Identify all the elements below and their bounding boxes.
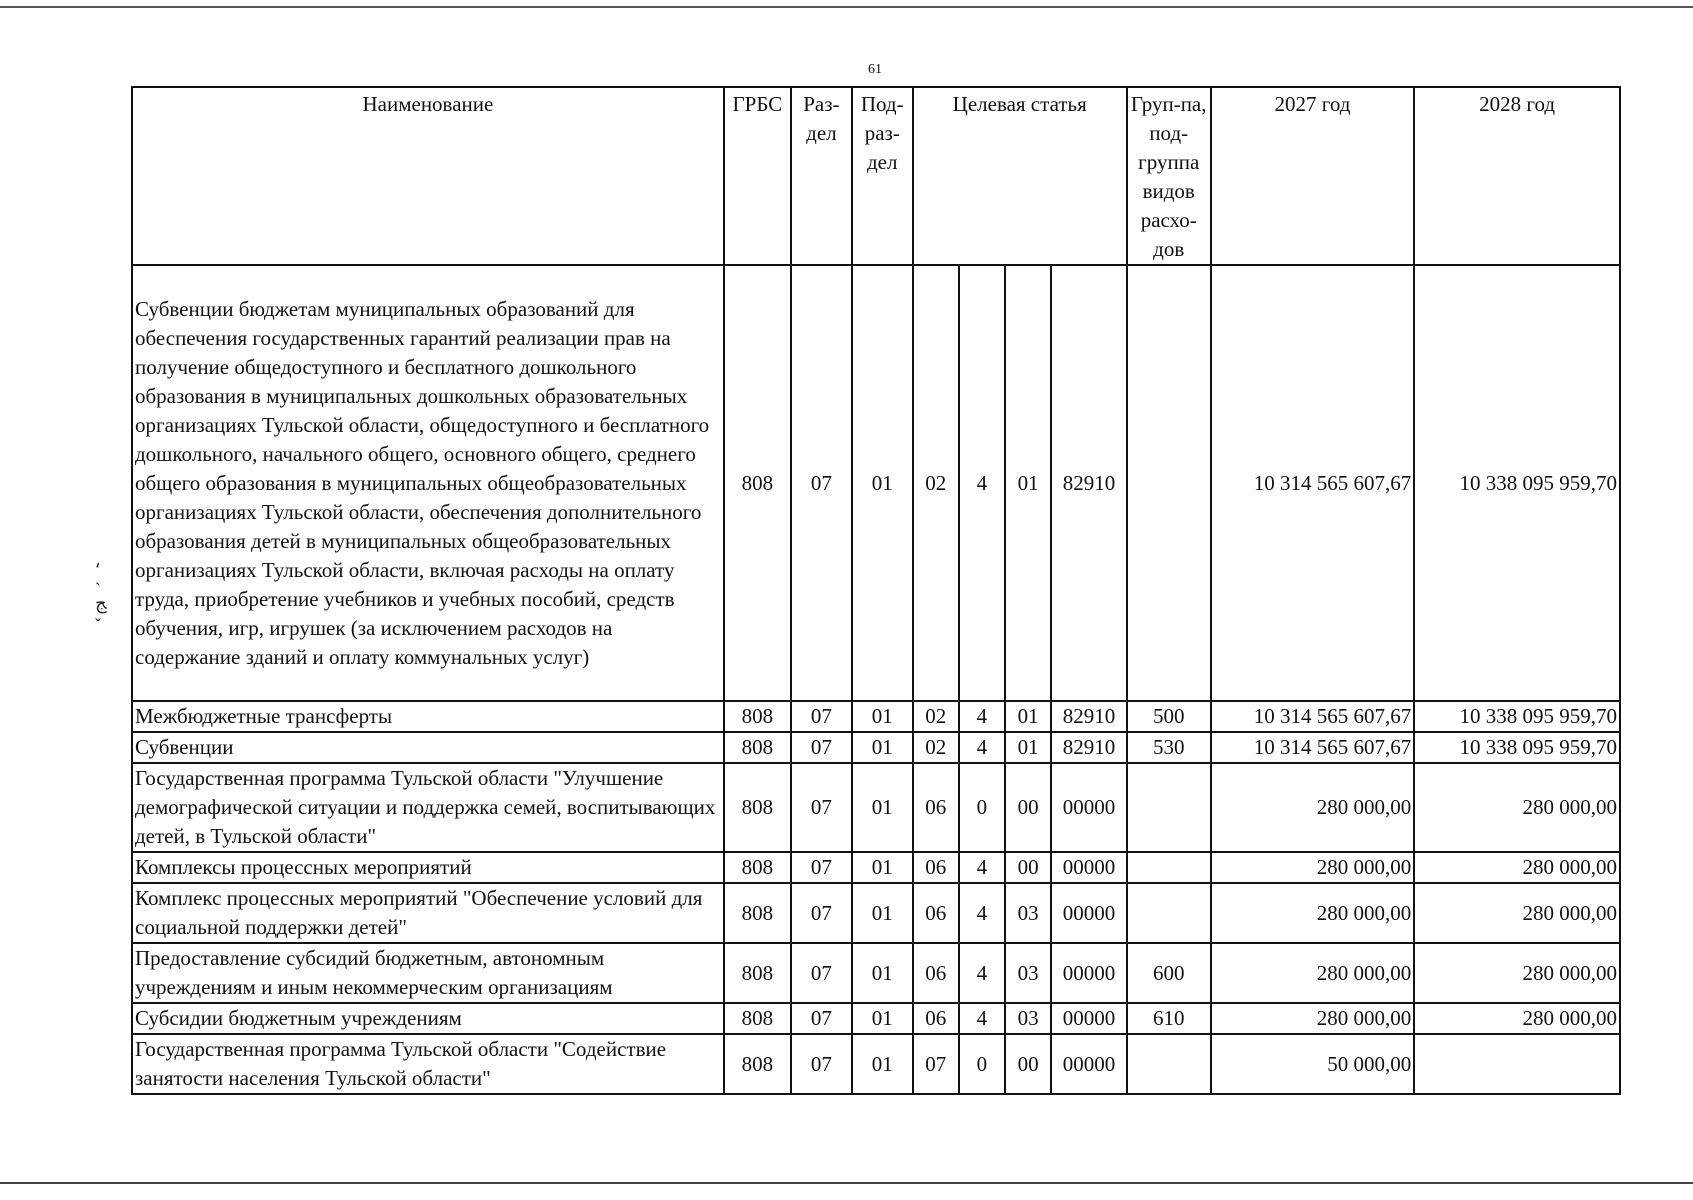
cell-name: Государственная программа Тульской области "Содействие занятости населения Тульской области" (132, 1034, 724, 1094)
cell-group (1127, 883, 1211, 943)
cell-group (1127, 852, 1211, 883)
cell-y2027: 280 000,00 (1211, 852, 1415, 883)
cell-y2028: 280 000,00 (1414, 1003, 1620, 1034)
cell-y2028 (1414, 1034, 1620, 1094)
cell-grbs: 808 (724, 763, 791, 852)
header-row (132, 87, 1620, 265)
cell-t3: 01 (1005, 265, 1051, 701)
cell-t3: 03 (1005, 883, 1051, 943)
cell-podrazdel: 01 (852, 732, 913, 763)
cell-t2: 4 (959, 883, 1005, 943)
table-row (132, 1034, 1620, 1094)
margin-pen-marks: ⸲ ˴ ﺞ ˇ (95, 549, 107, 635)
cell-grbs: 808 (724, 883, 791, 943)
cell-t3: 03 (1005, 1003, 1051, 1034)
cell-y2027: 280 000,00 (1211, 1003, 1415, 1034)
cell-grbs: 808 (724, 701, 791, 732)
header-2027: 2027 год (1211, 87, 1415, 265)
table-row (132, 265, 1620, 701)
scan-border-bottom (0, 1182, 1693, 1184)
cell-group (1127, 1034, 1211, 1094)
cell-razdel: 07 (791, 1003, 852, 1034)
cell-t4: 82910 (1051, 732, 1127, 763)
cell-y2028: 10 338 095 959,70 (1414, 701, 1620, 732)
cell-t3: 00 (1005, 763, 1051, 852)
cell-group: 530 (1127, 732, 1211, 763)
table-row (132, 732, 1620, 763)
cell-t1: 06 (913, 1003, 959, 1034)
table-row (132, 763, 1620, 852)
cell-podrazdel: 01 (852, 1034, 913, 1094)
page-number: 61 (868, 62, 882, 77)
cell-t3: 01 (1005, 701, 1051, 732)
table-row (132, 852, 1620, 883)
cell-podrazdel: 01 (852, 265, 913, 701)
cell-grbs: 808 (724, 265, 791, 701)
cell-podrazdel: 01 (852, 1003, 913, 1034)
cell-name: Субвенции (132, 732, 724, 763)
cell-t2: 0 (959, 1034, 1005, 1094)
cell-name: Комплекс процессных мероприятий "Обеспечение условий для социальной поддержки детей" (132, 883, 724, 943)
cell-t3: 01 (1005, 732, 1051, 763)
cell-t4: 00000 (1051, 852, 1127, 883)
cell-podrazdel: 01 (852, 883, 913, 943)
cell-t4: 00000 (1051, 763, 1127, 852)
cell-name: Государственная программа Тульской области "Улучшение демографической ситуации и поддержка семей, воспитывающих детей, в Тульской области" (132, 763, 724, 852)
cell-t2: 4 (959, 943, 1005, 1003)
cell-group: 600 (1127, 943, 1211, 1003)
cell-razdel: 07 (791, 943, 852, 1003)
cell-t4: 00000 (1051, 883, 1127, 943)
table-body (132, 265, 1620, 1094)
cell-t4: 82910 (1051, 701, 1127, 732)
cell-t4: 82910 (1051, 265, 1127, 701)
cell-t1: 02 (913, 732, 959, 763)
cell-razdel: 07 (791, 763, 852, 852)
cell-t2: 4 (959, 852, 1005, 883)
header-grbs: ГРБС (724, 87, 791, 265)
cell-name: Субсидии бюджетным учреждениям (132, 1003, 724, 1034)
cell-y2027: 50 000,00 (1211, 1034, 1415, 1094)
cell-t1: 06 (913, 883, 959, 943)
cell-t1: 02 (913, 701, 959, 732)
cell-name: Межбюджетные трансферты (132, 701, 724, 732)
cell-group: 500 (1127, 701, 1211, 732)
cell-y2028: 280 000,00 (1414, 943, 1620, 1003)
cell-t1: 06 (913, 852, 959, 883)
cell-grbs: 808 (724, 1003, 791, 1034)
table-row (132, 701, 1620, 732)
header-group: Груп-па, под-группа видов расхо-дов (1127, 87, 1211, 265)
cell-t3: 03 (1005, 943, 1051, 1003)
cell-y2028: 10 338 095 959,70 (1414, 265, 1620, 701)
cell-t2: 0 (959, 763, 1005, 852)
cell-podrazdel: 01 (852, 852, 913, 883)
cell-y2028: 280 000,00 (1414, 763, 1620, 852)
cell-t4: 00000 (1051, 1003, 1127, 1034)
cell-t4: 00000 (1051, 1034, 1127, 1094)
cell-t2: 4 (959, 732, 1005, 763)
cell-y2027: 10 314 565 607,67 (1211, 732, 1415, 763)
cell-t3: 00 (1005, 1034, 1051, 1094)
cell-y2027: 280 000,00 (1211, 943, 1415, 1003)
cell-grbs: 808 (724, 943, 791, 1003)
cell-podrazdel: 01 (852, 701, 913, 732)
cell-t4: 00000 (1051, 943, 1127, 1003)
cell-t1: 02 (913, 265, 959, 701)
cell-y2028: 280 000,00 (1414, 852, 1620, 883)
cell-t2: 4 (959, 1003, 1005, 1034)
table-row (132, 943, 1620, 1003)
cell-name: Предоставление субсидий бюджетным, автономным учреждениям и иным некоммерческим организациям (132, 943, 724, 1003)
scan-border-top (0, 6, 1693, 8)
cell-y2027: 10 314 565 607,67 (1211, 701, 1415, 732)
cell-grbs: 808 (724, 1034, 791, 1094)
header-podrazdel: Под-раз-дел (852, 87, 913, 265)
cell-grbs: 808 (724, 732, 791, 763)
cell-podrazdel: 01 (852, 763, 913, 852)
table-row (132, 1003, 1620, 1034)
cell-t1: 07 (913, 1034, 959, 1094)
header-target: Целевая статья (913, 87, 1127, 265)
cell-y2027: 280 000,00 (1211, 763, 1415, 852)
cell-podrazdel: 01 (852, 943, 913, 1003)
cell-razdel: 07 (791, 732, 852, 763)
cell-t2: 4 (959, 701, 1005, 732)
header-2028: 2028 год (1414, 87, 1620, 265)
cell-t3: 00 (1005, 852, 1051, 883)
cell-group (1127, 763, 1211, 852)
cell-t2: 4 (959, 265, 1005, 701)
cell-name: Субвенции бюджетам муниципальных образований для обеспечения государственных гарантий реализации прав на получение общедоступного и бесплатного дошкольного образования в муниципальных дошкольных образовательных организациях Тульской области, общедоступного и бесплатного дошкольного, начального общего, основного общего, среднего общего образования в муниципальных общеобразовательных организациях Тульской области, обеспечения дополнительного образования детей в муниципальных общеобразовательных организациях Тульской области, включая расходы на оплату труда, приобретение учебников и учебных пособий, средств обучения, игр, игрушек (за исключением расходов на содержание зданий и оплату коммунальных услуг) (132, 265, 724, 701)
cell-t1: 06 (913, 763, 959, 852)
cell-group: 610 (1127, 1003, 1211, 1034)
cell-razdel: 07 (791, 883, 852, 943)
cell-razdel: 07 (791, 1034, 852, 1094)
header-name: Наименование (132, 87, 724, 265)
cell-razdel: 07 (791, 852, 852, 883)
cell-name: Комплексы процессных мероприятий (132, 852, 724, 883)
cell-y2027: 10 314 565 607,67 (1211, 265, 1415, 701)
table-row (132, 883, 1620, 943)
cell-y2028: 280 000,00 (1414, 883, 1620, 943)
cell-y2027: 280 000,00 (1211, 883, 1415, 943)
cell-razdel: 07 (791, 701, 852, 732)
cell-grbs: 808 (724, 852, 791, 883)
header-razdel: Раз-дел (791, 87, 852, 265)
budget-table (131, 86, 1621, 1095)
cell-group (1127, 265, 1211, 701)
cell-y2028: 10 338 095 959,70 (1414, 732, 1620, 763)
cell-razdel: 07 (791, 265, 852, 701)
cell-t1: 06 (913, 943, 959, 1003)
